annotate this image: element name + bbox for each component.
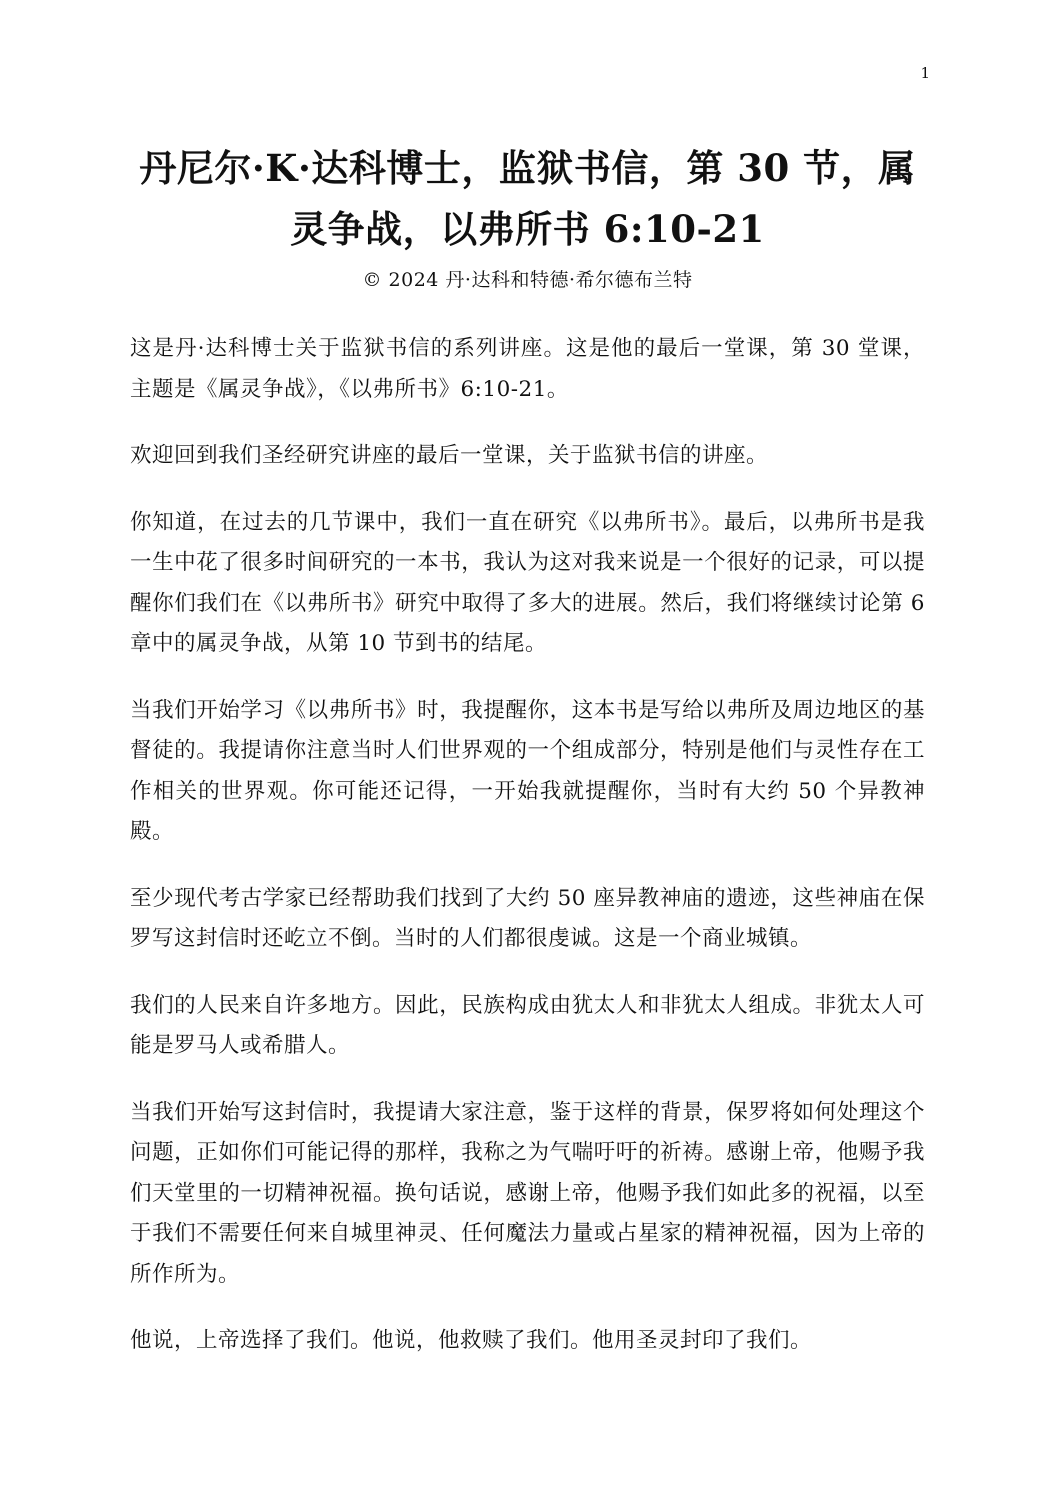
paragraph: 你知道，在过去的几节课中，我们一直在研究《以弗所书》。最后，以弗所书是我一生中花了很多时间研究的一本书，我认为这对我来说是一个很好的记录，可以提醒你们我们在《以弗所书》研究中取得了多大的进展。然后，我们将继续讨论第 6 章中的属灵争战，从第 10 节到书的结尾。 [130,509,925,656]
paragraph: 至少现代考古学家已经帮助我们找到了大约 50 座异教神庙的遗迹，这些神庙在保罗写这封信时还屹立不倒。当时的人们都很虔诚。这是一个商业城镇。 [130,885,925,951]
paragraph: 当我们开始学习《以弗所书》时，我提醒你，这本书是写给以弗所及周边地区的基督徒的。我提请你注意当时人们世界观的一个组成部分，特别是他们与灵性存在工作相关的世界观。你可能还记得，一开始我就提醒你，当时有大约 50 个异教神殿。 [130,697,925,844]
paragraph: 我们的人民来自许多地方。因此，民族构成由犹太人和非犹太人组成。非犹太人可能是罗马人或希腊人。 [130,992,925,1058]
document-body [130,329,925,1388]
paragraph: 这是丹·达科博士关于监狱书信的系列讲座。这是他的最后一堂课，第 30 堂课，主题是《属灵争战》，《以弗所书》6:10-21。 [130,336,925,402]
document-title: 丹尼尔·K·达科博士，监狱书信，第 30 节，属灵争战，以弗所书 6:10-21 [139,146,916,251]
paragraph: 欢迎回到我们圣经研究讲座的最后一堂课，关于监狱书信的讲座。 [130,443,769,468]
paragraph: 当我们开始写这封信时，我提请大家注意，鉴于这样的背景，保罗将如何处理这个问题，正如你们可能记得的那样，我称之为气喘吁吁的祈祷。感谢上帝，他赐予我们天堂里的一切精神祝福。换句话说，感谢上帝，他赐予我们如此多的祝福，以至于我们不需要任何来自城里神灵、任何魔法力量或占星家的精神祝福，因为上帝的所作所为。 [130,1099,925,1287]
paragraph: 他说，上帝选择了我们。他说，他救赎了我们。他用圣灵封印了我们。 [130,1328,813,1353]
copyright-line: © 2024 丹·达科和特德·希尔德布兰特 [362,269,693,291]
page-number: 1 [920,64,930,82]
